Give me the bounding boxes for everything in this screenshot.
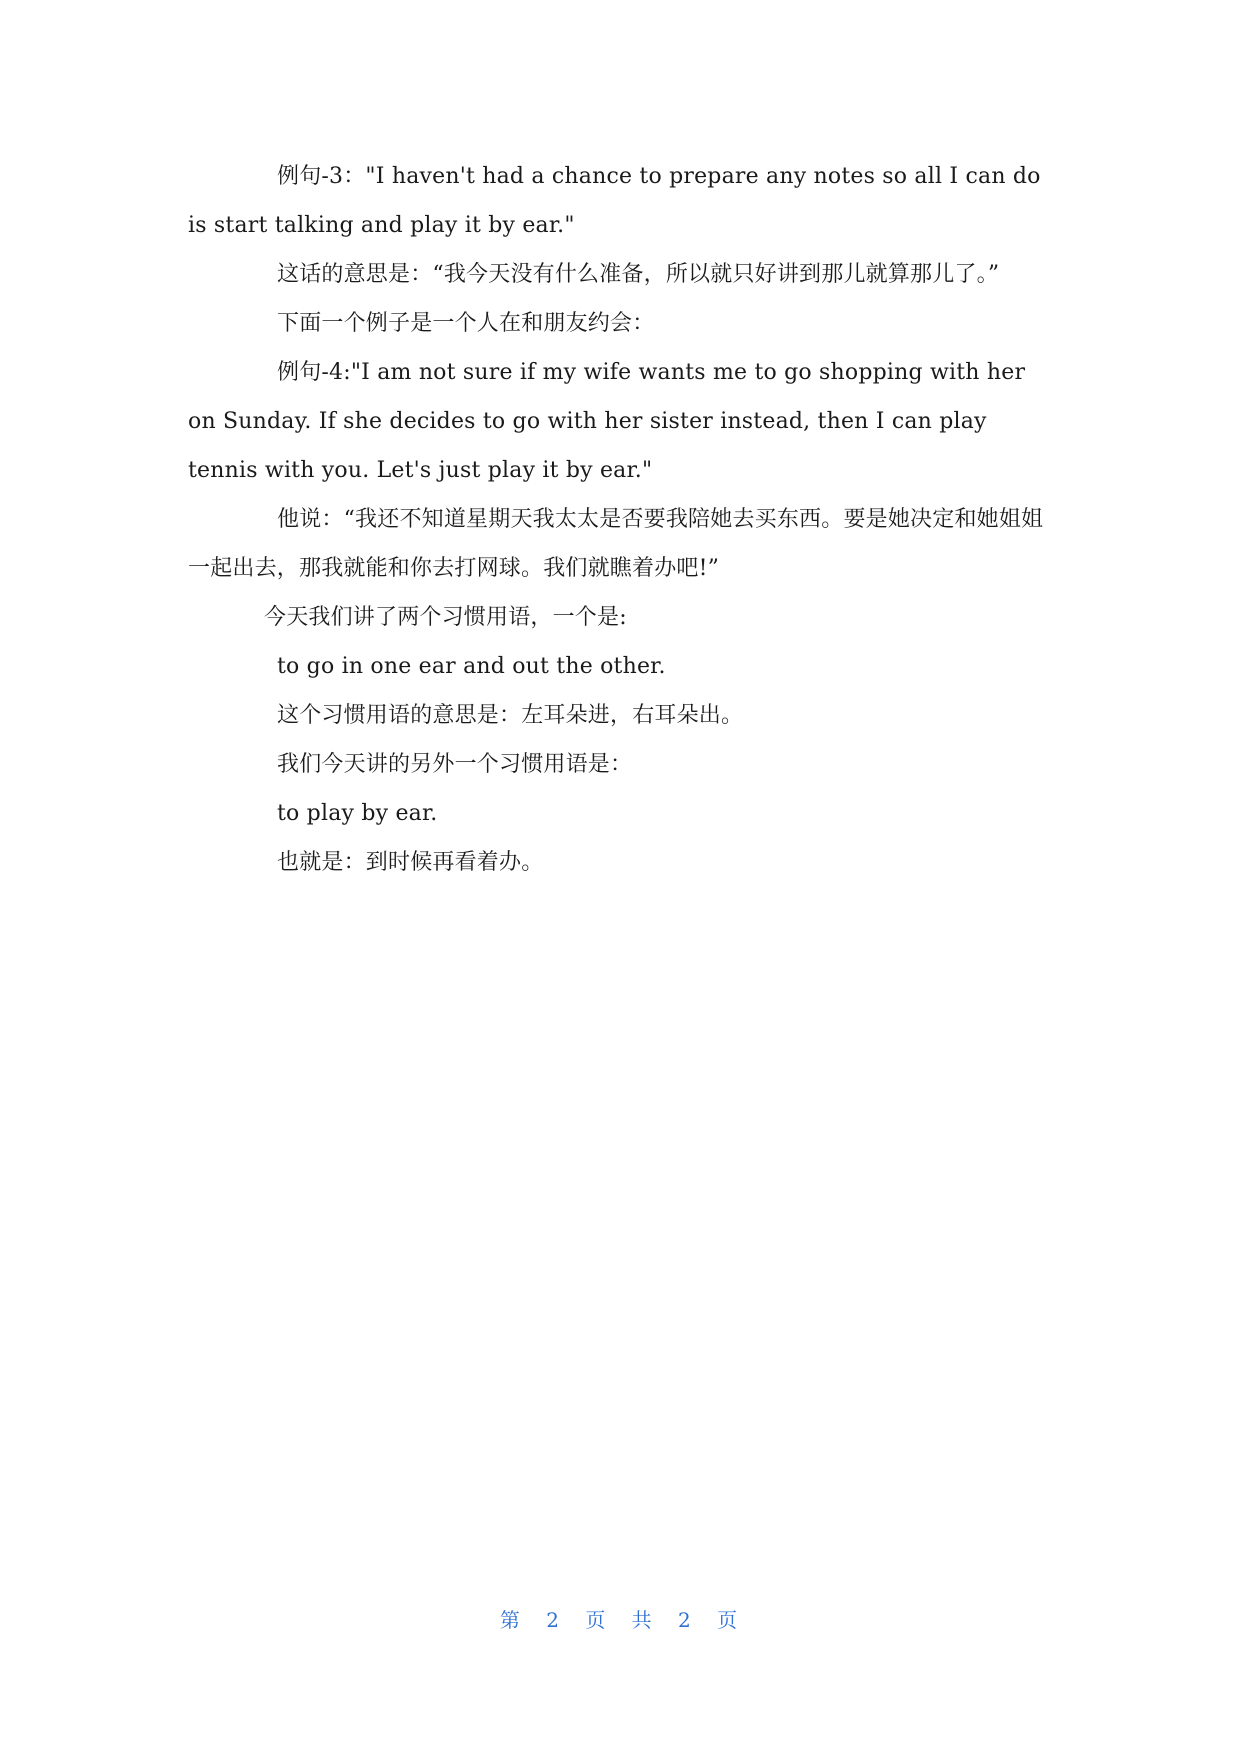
idiom-1-meaning: 这个习惯用语的意思是：左耳朵进，右耳朵出。 [277,703,744,728]
example-4-intro: 下面一个例子是一个人在和朋友约会： [277,311,655,336]
idiom-2: to play by ear. [277,801,438,826]
idiom-2-intro: 我们今天讲的另外一个习惯用语是： [277,752,633,777]
document-body [188,152,1054,887]
example-4-paragraph: 例句-4:"I am not sure if my wife wants me to go shopping with her on Sunday. If she decides to go with her sister instead, then I can play tennis with you. Let's just play it by ear." [188,360,1026,483]
page-number-footer: 第 2 页 共 2 页 [499,1608,742,1632]
example-3-translation: 这话的意思是：“我今天没有什么准备，所以就只好讲到那儿就算那儿了。” [277,262,1000,287]
idiom-2-meaning: 也就是：到时候再看着办。 [277,850,544,875]
idiom-1: to go in one ear and out the other. [277,654,666,679]
example-3-paragraph: 例句-3："I haven't had a chance to prepare any notes so all I can do is start talking and play it by ear." [188,164,1041,238]
summary-intro: 今天我们讲了两个习惯用语，一个是: [264,605,627,630]
example-4-translation: 他说：“我还不知道星期天我太太是否要我陪她去买东西。要是她决定和她姐姐一起出去，那我就能和你去打网球。我们就瞧着办吧!” [188,507,1044,581]
